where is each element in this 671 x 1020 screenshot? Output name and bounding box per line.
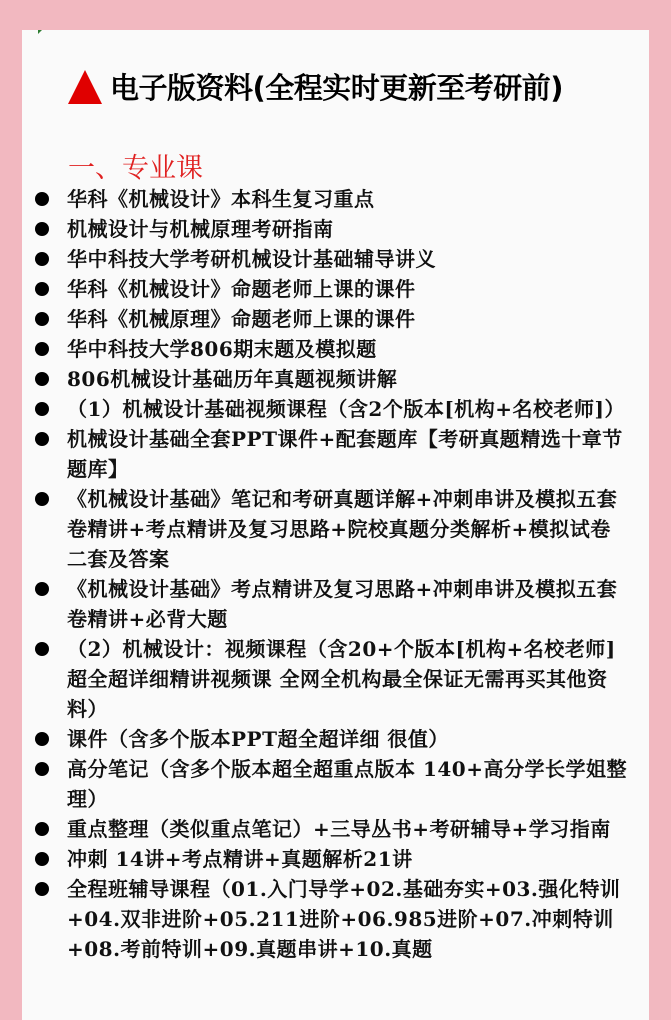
list-item-text: 全程班辅导课程（01.入门导学+02.基础夯实+03.强化特训+04.双非进阶+05.211进阶+06.985进阶+07.冲刺特训+08.考前特训+09.真题串讲+10.真题 xyxy=(67,877,621,961)
bullet-icon xyxy=(35,822,49,836)
list-item xyxy=(30,754,630,814)
bullet-icon xyxy=(35,732,49,746)
list-item xyxy=(30,274,630,304)
bullet-icon xyxy=(35,762,49,776)
list-item xyxy=(30,214,630,244)
bullet-icon xyxy=(35,852,49,866)
list-item-text: 冲刺 14讲+考点精讲+真题解析21讲 xyxy=(67,847,413,871)
bullet-icon xyxy=(35,372,49,386)
list-item xyxy=(30,364,630,394)
list-item xyxy=(30,424,630,484)
bullet-icon xyxy=(35,492,49,506)
list-item xyxy=(30,244,630,274)
page-title xyxy=(68,66,563,107)
list-item-text: 华中科技大学806期末题及模拟题 xyxy=(67,337,377,361)
list-item xyxy=(30,844,630,874)
materials-list xyxy=(30,184,630,964)
bullet-icon xyxy=(35,252,49,266)
list-item xyxy=(30,814,630,844)
bullet-icon xyxy=(35,222,49,236)
list-item-text: 课件（含多个版本PPT超全超详细 很值） xyxy=(67,727,449,751)
bullet-icon xyxy=(35,402,49,416)
list-item-text: 《机械设计基础》笔记和考研真题详解+冲刺串讲及模拟五套卷精讲+考点精讲及复习思路+院校真题分类解析+模拟试卷二套及答案 xyxy=(67,487,618,571)
bullet-icon xyxy=(35,882,49,896)
list-item xyxy=(30,304,630,334)
bullet-icon xyxy=(35,342,49,356)
list-item xyxy=(30,334,630,364)
corner-mark xyxy=(38,30,42,34)
warning-triangle-icon xyxy=(68,70,102,104)
list-item-text: （2）机械设计：视频课程（含20+个版本[机构+名校老师]超全超详细精讲视频课 全网全机构最全保证无需再买其他资料） xyxy=(67,637,616,721)
list-item-text: 806机械设计基础历年真题视频讲解 xyxy=(67,367,398,391)
bullet-icon xyxy=(35,642,49,656)
list-item-text: 重点整理（类似重点笔记）+三导丛书+考研辅导+学习指南 xyxy=(67,817,611,841)
bullet-icon xyxy=(35,582,49,596)
list-item xyxy=(30,184,630,214)
list-item xyxy=(30,724,630,754)
list-item xyxy=(30,874,630,964)
bullet-icon xyxy=(35,312,49,326)
list-item-text: 《机械设计基础》考点精讲及复习思路+冲刺串讲及模拟五套卷精讲+必背大题 xyxy=(67,577,618,631)
list-item xyxy=(30,574,630,634)
list-item xyxy=(30,394,630,424)
list-item xyxy=(30,634,630,724)
list-item-text: 华科《机械原理》命题老师上课的课件 xyxy=(67,307,416,331)
list-item-text: 高分笔记（含多个版本超全超重点版本 140+高分学长学姐整理） xyxy=(67,757,627,811)
bullet-icon xyxy=(35,282,49,296)
list-item-text: 机械设计基础全套PPT课件+配套题库【考研真题精选十章节题库】 xyxy=(67,427,623,481)
list-item-text: 机械设计与机械原理考研指南 xyxy=(67,217,334,241)
bullet-icon xyxy=(35,432,49,446)
list-item-text: 华科《机械设计》本科生复习重点 xyxy=(67,187,375,211)
list-item-text: 华科《机械设计》命题老师上课的课件 xyxy=(67,277,416,301)
list-item-text: （1）机械设计基础视频课程（含2个版本[机构+名校老师]） xyxy=(67,397,626,421)
list-item-text: 华中科技大学考研机械设计基础辅导讲义 xyxy=(67,247,436,271)
section-title: 一、专业课 xyxy=(68,153,203,184)
bullet-icon xyxy=(35,192,49,206)
list-item xyxy=(30,484,630,574)
page-title-text: 电子版资料(全程实时更新至考研前) xyxy=(110,71,564,105)
